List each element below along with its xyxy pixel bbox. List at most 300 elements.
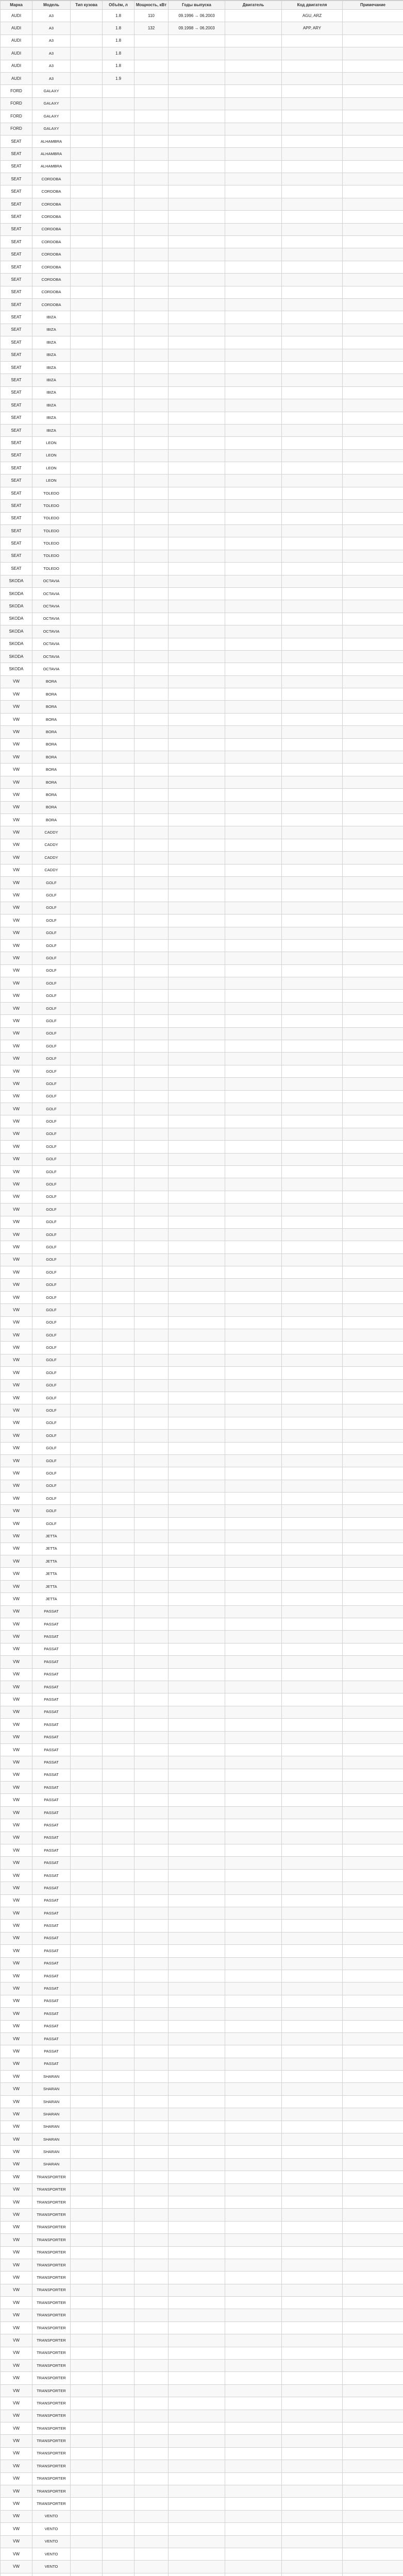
cell-note [343,474,403,487]
cell-type [71,2121,103,2133]
cell-note [343,22,403,35]
cell-code [282,1454,343,1467]
cell-code [282,47,343,60]
cell-kw [135,1204,169,1216]
cell-years [169,1706,225,1718]
cell-type [71,110,103,123]
cell-years [169,1266,225,1279]
cell-brand: SEAT [1,223,32,235]
cell-brand: VW [1,2221,32,2233]
cell-years [169,638,225,650]
table-row [1,2020,403,2032]
cell-kw [135,1970,169,1982]
cell-kw [135,2384,169,2397]
cell-model: GOLF [32,1015,71,1027]
cell-type [71,261,103,273]
cell-note [343,1844,403,1857]
cell-brand: VW [1,1279,32,1291]
cell-kw [135,1706,169,1718]
table-row [1,236,403,248]
cell-model: OCTAVIA [32,625,71,638]
cell-note [343,1882,403,1894]
cell-model: A3 [32,35,71,47]
cell-kw [135,2071,169,2083]
cell-years [169,701,225,713]
cell-code [282,1719,343,1731]
cell-brand: AUDI [1,60,32,72]
cell-years [169,424,225,436]
cell-vol: 1.8 [103,22,135,35]
cell-code [282,563,343,575]
cell-type [71,1882,103,1894]
cell-years [169,751,225,764]
cell-engine [225,1517,282,1530]
cell-note [343,764,403,776]
cell-model: GALAXY [32,97,71,110]
cell-engine [225,2435,282,2447]
cell-model: BORA [32,713,71,725]
table-row [1,336,403,349]
cell-code [282,1580,343,1592]
cell-kw [135,876,169,889]
cell-code [282,1266,343,1279]
cell-engine [225,2121,282,2133]
table-row [1,2171,403,2183]
cell-kw [135,1392,169,1404]
table-row [1,2121,403,2133]
cell-code: APP, ARY [282,22,343,35]
cell-engine [225,1178,282,1191]
cell-years [169,1605,225,1618]
table-row [1,1493,403,1505]
cell-years [169,575,225,587]
cell-type [71,1342,103,1354]
cell-kw [135,1027,169,1040]
cell-type [71,2071,103,2083]
cell-model: TRANSPORTER [32,2498,71,2510]
cell-model: IBIZA [32,412,71,424]
table-row [1,1454,403,1467]
cell-engine [225,613,282,625]
cell-brand: VW [1,1605,32,1618]
cell-vol [103,1743,135,1756]
cell-type [71,701,103,713]
cell-note [343,587,403,600]
cell-brand: VW [1,2284,32,2296]
cell-years [169,474,225,487]
cell-model: PASSAT [32,1731,71,1743]
cell-note [343,311,403,324]
cell-vol [103,1782,135,1794]
cell-note [343,1454,403,1467]
cell-type [71,801,103,814]
cell-code [282,1204,343,1216]
cell-type [71,1743,103,1756]
cell-years [169,1115,225,1128]
cell-code [282,60,343,72]
cell-engine [225,1719,282,1731]
cell-code [282,1430,343,1442]
cell-years [169,2485,225,2497]
cell-vol [103,713,135,725]
cell-brand: VW [1,1002,32,1014]
cell-kw [135,1040,169,1053]
cell-note [343,298,403,311]
table-row [1,2397,403,2410]
cell-engine [225,1454,282,1467]
cell-model: GOLF [32,902,71,914]
cell-note [343,1894,403,1907]
cell-brand: VW [1,2209,32,2221]
cell-kw [135,1782,169,1794]
cell-kw [135,2095,169,2108]
cell-vol [103,2284,135,2296]
cell-kw [135,1505,169,1517]
cell-code [282,1869,343,1882]
cell-note [343,336,403,349]
cell-model: JETTA [32,1555,71,1568]
cell-model: CADDY [32,839,71,851]
cell-years [169,1995,225,2007]
cell-note [343,1806,403,1819]
cell-kw [135,1493,169,1505]
cell-note [343,2321,403,2334]
cell-code [282,902,343,914]
cell-type [71,1165,103,1178]
table-row [1,1216,403,1228]
cell-vol [103,286,135,298]
cell-note [343,537,403,550]
cell-brand: VW [1,1882,32,1894]
cell-kw [135,1957,169,1970]
cell-brand: VW [1,2321,32,2334]
cell-vol [103,2133,135,2146]
cell-code [282,2133,343,2146]
column-header: Тип кузова [71,1,103,10]
cell-type [71,1191,103,1203]
cell-engine [225,864,282,876]
cell-brand: VW [1,1379,32,1392]
cell-code [282,2246,343,2259]
cell-model: TRANSPORTER [32,2447,71,2460]
cell-code [282,1681,343,1693]
cell-type [71,1857,103,1869]
cell-vol [103,638,135,650]
cell-engine [225,814,282,826]
cell-note [343,1090,403,1103]
cell-type [71,349,103,361]
cell-years [169,939,225,952]
cell-model: A3 [32,22,71,35]
cell-type [71,1002,103,1014]
cell-model: TRANSPORTER [32,2284,71,2296]
cell-brand: VW [1,2561,32,2573]
cell-note [343,2309,403,2321]
cell-type [71,1693,103,1706]
table-row [1,2108,403,2121]
cell-code [282,1555,343,1568]
cell-kw [135,324,169,336]
cell-type [71,876,103,889]
cell-kw [135,160,169,173]
cell-model: GOLF [32,1505,71,1517]
cell-note [343,135,403,147]
cell-years [169,1241,225,1253]
cell-engine [225,2334,282,2347]
cell-vol [103,1040,135,1053]
cell-model: BORA [32,726,71,738]
cell-code [282,814,343,826]
cell-kw [135,713,169,725]
cell-engine [225,1342,282,1354]
cell-note [343,1693,403,1706]
table-row [1,587,403,600]
cell-type [71,2510,103,2522]
cell-model: VENTO [32,2510,71,2522]
cell-type [71,236,103,248]
cell-brand: VW [1,2108,32,2121]
cell-note [343,211,403,223]
cell-type [71,10,103,22]
cell-engine [225,1832,282,1844]
cell-brand: SEAT [1,336,32,349]
cell-vol [103,148,135,160]
cell-kw [135,2108,169,2121]
cell-note [343,2297,403,2309]
cell-note [343,2259,403,2271]
cell-brand: VW [1,1178,32,1191]
cell-vol: 1.8 [103,60,135,72]
cell-type [71,1668,103,1681]
cell-brand: SEAT [1,487,32,499]
cell-type [71,650,103,663]
cell-code [282,2360,343,2372]
cell-vol [103,2360,135,2372]
cell-model: CORDOBA [32,223,71,235]
cell-type [71,1819,103,1832]
cell-brand: SEAT [1,261,32,273]
cell-type [71,1706,103,1718]
cell-engine [225,1078,282,1090]
cell-kw [135,1266,169,1279]
cell-brand: VW [1,1618,32,1631]
cell-brand: VW [1,2171,32,2183]
cell-engine [225,952,282,964]
cell-years [169,1857,225,1869]
cell-brand: VW [1,964,32,977]
cell-code [282,1706,343,1718]
cell-engine [225,185,282,198]
cell-code [282,512,343,524]
cell-vol [103,1844,135,1857]
table-row [1,726,403,738]
cell-years [169,675,225,688]
cell-kw [135,2221,169,2233]
cell-engine [225,399,282,412]
cell-brand: AUDI [1,22,32,35]
cell-type [71,1216,103,1228]
cell-kw [135,1643,169,1655]
cell-years [169,1204,225,1216]
cell-kw [135,1442,169,1454]
cell-kw [135,1467,169,1480]
cell-note [343,1329,403,1342]
cell-type [71,1794,103,1806]
cell-brand: VW [1,2246,32,2259]
cell-note [343,2435,403,2447]
cell-vol [103,2422,135,2435]
table-row [1,2196,403,2208]
cell-years [169,2460,225,2472]
cell-vol [103,1681,135,1693]
table-row [1,2246,403,2259]
cell-kw [135,964,169,977]
cell-brand: SEAT [1,537,32,550]
cell-model: TRANSPORTER [32,2221,71,2233]
cell-years [169,1103,225,1115]
cell-kw [135,374,169,386]
cell-kw [135,1756,169,1769]
cell-code [282,1643,343,1655]
cell-type [71,374,103,386]
cell-note [343,1103,403,1115]
cell-type [71,2095,103,2108]
cell-engine [225,1681,282,1693]
cell-type [71,1480,103,1492]
cell-brand: SEAT [1,274,32,286]
cell-engine [225,964,282,977]
cell-note [343,1204,403,1216]
cell-vol [103,1857,135,1869]
cell-model: PASSAT [32,1907,71,1919]
cell-years [169,349,225,361]
cell-brand: VW [1,1291,32,1303]
cell-vol [103,1832,135,1844]
cell-years [169,1430,225,1442]
cell-type [71,600,103,613]
cell-code [282,2561,343,2573]
cell-vol [103,324,135,336]
cell-note [343,876,403,889]
cell-engine [225,1932,282,1944]
cell-engine [225,1894,282,1907]
cell-brand: VW [1,764,32,776]
cell-engine [225,261,282,273]
cell-years [169,537,225,550]
cell-years [169,525,225,537]
cell-type [71,1266,103,1279]
cell-note [343,2058,403,2070]
cell-brand: VW [1,1040,32,1053]
cell-kw [135,2334,169,2347]
cell-vol [103,1517,135,1530]
cell-engine [225,2397,282,2410]
cell-model: GOLF [32,1103,71,1115]
cell-vol [103,1329,135,1342]
cell-type [71,550,103,562]
cell-code [282,1656,343,1668]
cell-code [282,487,343,499]
table-row [1,1204,403,1216]
cell-note [343,236,403,248]
cell-brand: VW [1,2523,32,2535]
cell-model: CORDOBA [32,261,71,273]
cell-model: IBIZA [32,336,71,349]
cell-type [71,286,103,298]
cell-note [343,399,403,412]
cell-type [71,1027,103,1040]
cell-note [343,613,403,625]
cell-code [282,2535,343,2548]
cell-model: CORDOBA [32,274,71,286]
cell-note [343,1656,403,1668]
cell-years [169,889,225,902]
cell-brand: SEAT [1,474,32,487]
cell-note [343,776,403,788]
cell-model: PASSAT [32,1794,71,1806]
cell-years [169,1342,225,1354]
cell-note [343,1178,403,1191]
cell-note [343,2422,403,2435]
cell-model: TRANSPORTER [32,2472,71,2485]
cell-code [282,374,343,386]
cell-engine [225,751,282,764]
cell-code [282,2158,343,2171]
cell-kw [135,1882,169,1894]
cell-vol [103,801,135,814]
cell-engine [225,1015,282,1027]
cell-code [282,613,343,625]
cell-type [71,1417,103,1429]
table-row [1,1153,403,1165]
cell-type [71,311,103,324]
cell-years [169,563,225,575]
table-row [1,789,403,801]
cell-years [169,2158,225,2171]
cell-kw [135,2523,169,2535]
cell-engine [225,1128,282,1140]
cell-note [343,374,403,386]
cell-engine [225,286,282,298]
cell-type [71,1844,103,1857]
cell-years [169,2523,225,2535]
cell-years [169,1681,225,1693]
cell-type [71,2447,103,2460]
table-row [1,349,403,361]
cell-kw [135,1932,169,1944]
cell-note [343,424,403,436]
cell-note [343,2460,403,2472]
cell-code [282,1404,343,1417]
cell-years: 09.1996 → 06.2003 [169,10,225,22]
cell-model: GOLF [32,1467,71,1480]
cell-vol [103,311,135,324]
cell-model: JETTA [32,1593,71,1605]
cell-years [169,1543,225,1555]
cell-engine [225,2309,282,2321]
cell-years [169,789,225,801]
cell-years [169,336,225,349]
cell-type [71,60,103,72]
cell-brand: VW [1,2472,32,2485]
cell-note [343,1191,403,1203]
cell-code [282,2095,343,2108]
table-row [1,1794,403,1806]
cell-brand: VW [1,826,32,839]
cell-type [71,764,103,776]
cell-code [282,1493,343,1505]
cell-years [169,864,225,876]
